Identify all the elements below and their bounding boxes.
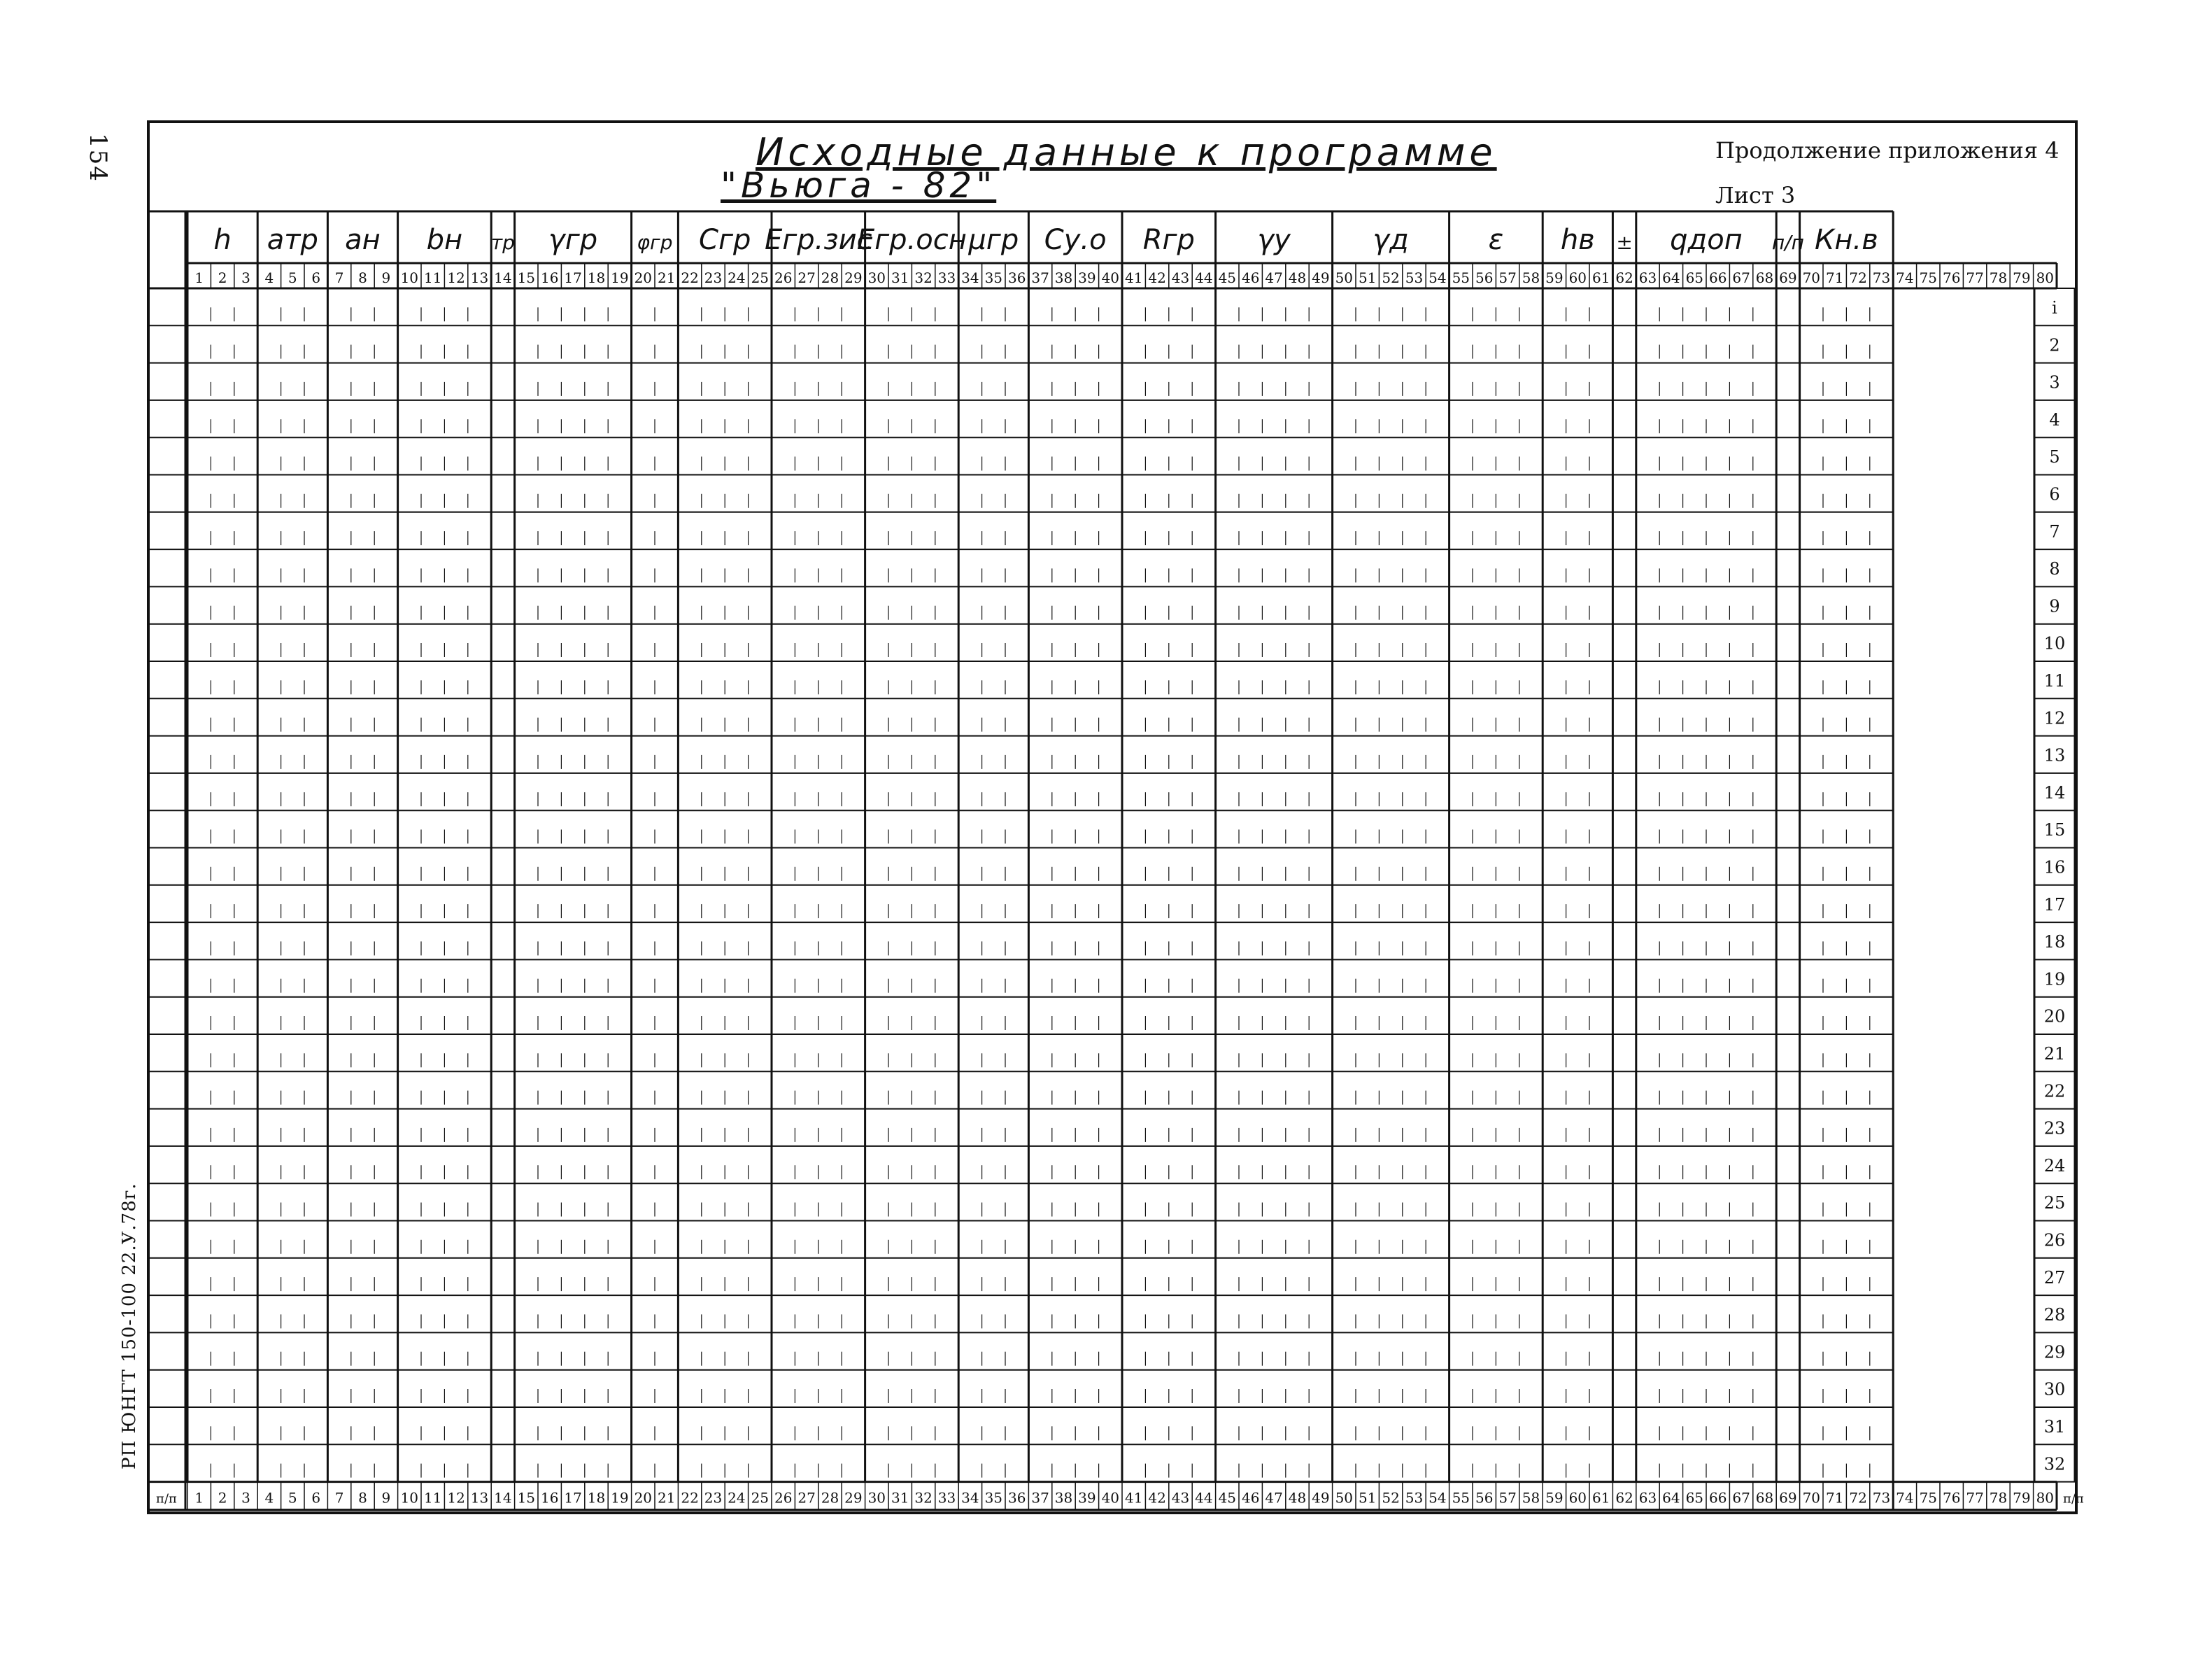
row-number: 6 (2049, 484, 2060, 505)
bottom-column-number: 11 (423, 1489, 442, 1507)
row-number: 4 (2049, 409, 2060, 430)
bottom-column-number: 60 (1568, 1489, 1587, 1507)
row-number: 15 (2043, 820, 2066, 840)
column-number: 65 (1685, 269, 1704, 286)
column-number: 77 (1966, 269, 1984, 286)
bottom-column-number: 38 (1054, 1489, 1073, 1507)
column-number: 35 (984, 269, 1003, 286)
bottom-column-number: 71 (1825, 1489, 1844, 1507)
row-number: 28 (2043, 1305, 2066, 1325)
row-number: 21 (2043, 1044, 2066, 1064)
row-number: 20 (2043, 1006, 2066, 1027)
row-number: 2 (2049, 335, 2060, 355)
column-number: 22 (681, 269, 699, 286)
column-number: 7 (334, 269, 344, 286)
row-number: 10 (2043, 633, 2066, 654)
column-number: 2 (218, 269, 227, 286)
bottom-column-number: 31 (891, 1489, 909, 1507)
column-number: 18 (587, 269, 606, 286)
bottom-column-number: 18 (587, 1489, 606, 1507)
column-number: 53 (1405, 269, 1424, 286)
bottom-column-number: 63 (1638, 1489, 1657, 1507)
column-number: 60 (1568, 269, 1587, 286)
column-number: 14 (494, 269, 512, 286)
bottom-column-number: 73 (1872, 1489, 1891, 1507)
bottom-column-number: 43 (1171, 1489, 1190, 1507)
bottom-column-number: 3 (241, 1489, 250, 1507)
column-number: 43 (1171, 269, 1190, 286)
row-label-right: п/п (2062, 1491, 2085, 1507)
row-number: 13 (2043, 745, 2066, 766)
column-number: 74 (1896, 269, 1914, 286)
bottom-column-number: 44 (1195, 1489, 1213, 1507)
column-number: 12 (447, 269, 465, 286)
group-label: φгр (637, 231, 673, 254)
bottom-column-number: 30 (867, 1489, 886, 1507)
page-number: 154 (84, 133, 112, 183)
bottom-column-number: 52 (1382, 1489, 1400, 1507)
row-number: 7 (2049, 521, 2060, 542)
bottom-column-number: 65 (1685, 1489, 1704, 1507)
column-number: 50 (1335, 269, 1354, 286)
bottom-column-number: 4 (264, 1489, 274, 1507)
bottom-column-number: 66 (1708, 1489, 1727, 1507)
bottom-column-number: 10 (400, 1489, 419, 1507)
group-label: bн (426, 224, 463, 256)
column-number: 31 (891, 269, 909, 286)
column-number: 11 (423, 269, 442, 286)
column-number: 76 (1942, 269, 1961, 286)
row-number: 12 (2043, 708, 2066, 728)
row-number: 25 (2043, 1193, 2066, 1213)
row-number: 5 (2049, 447, 2060, 467)
bottom-column-number: 53 (1405, 1489, 1424, 1507)
bottom-column-number: 67 (1732, 1489, 1750, 1507)
bottom-column-number: 59 (1545, 1489, 1564, 1507)
bottom-column-number: 57 (1498, 1489, 1517, 1507)
row-label-bottom: п/п (155, 1491, 178, 1507)
column-number: 73 (1872, 269, 1891, 286)
row-number: 31 (2043, 1417, 2066, 1437)
bottom-column-number: 79 (2013, 1489, 2031, 1507)
group-label: Су.о (1044, 224, 1107, 256)
bottom-column-number: 42 (1148, 1489, 1166, 1507)
sheet-label: Лист 3 (1715, 182, 1796, 209)
column-number: 32 (914, 269, 933, 286)
bottom-column-number: 21 (657, 1489, 676, 1507)
bottom-column-number: 17 (564, 1489, 582, 1507)
bottom-column-number: 1 (194, 1489, 204, 1507)
bottom-column-number: 70 (1802, 1489, 1821, 1507)
bottom-column-number: 19 (611, 1489, 629, 1507)
bottom-column-number: 15 (517, 1489, 536, 1507)
bottom-column-number: 62 (1615, 1489, 1633, 1507)
column-number: 70 (1802, 269, 1821, 286)
bottom-column-number: 49 (1312, 1489, 1330, 1507)
bottom-column-number: 16 (540, 1489, 559, 1507)
row-number: 17 (2043, 894, 2066, 915)
column-number: 40 (1101, 269, 1120, 286)
column-number: 67 (1732, 269, 1750, 286)
column-number: 62 (1615, 269, 1633, 286)
column-number: 59 (1545, 269, 1564, 286)
column-number: 21 (657, 269, 676, 286)
column-number: 27 (797, 269, 816, 286)
column-number: 34 (961, 269, 979, 286)
column-number: 54 (1428, 269, 1447, 286)
bottom-column-number: 41 (1124, 1489, 1143, 1507)
column-number: 71 (1825, 269, 1844, 286)
group-label: Сгр (699, 224, 751, 256)
column-number: 5 (288, 269, 297, 286)
column-number: 30 (867, 269, 886, 286)
column-number: 39 (1078, 269, 1096, 286)
row-number: 9 (2049, 596, 2060, 616)
row-number: 18 (2043, 932, 2066, 952)
group-label: Rгр (1142, 224, 1195, 256)
column-number: 9 (381, 269, 391, 286)
column-number: 78 (1989, 269, 2008, 286)
column-number: 58 (1522, 269, 1540, 286)
column-number: 44 (1195, 269, 1213, 286)
bottom-column-number: 37 (1031, 1489, 1049, 1507)
bottom-column-number: 14 (494, 1489, 512, 1507)
column-number: 8 (358, 269, 367, 286)
bottom-column-number: 54 (1428, 1489, 1447, 1507)
bottom-column-number: 69 (1779, 1489, 1797, 1507)
form-subtitle: "Вьюга - 82" (721, 165, 997, 206)
column-number: 80 (2036, 269, 2055, 286)
bottom-column-number: 8 (358, 1489, 367, 1507)
column-number: 64 (1662, 269, 1680, 286)
bottom-column-number: 77 (1966, 1489, 1984, 1507)
bottom-column-number: 2 (218, 1489, 227, 1507)
column-number: 24 (728, 269, 746, 286)
column-number: 19 (611, 269, 629, 286)
group-label: γгр (548, 224, 598, 256)
group-label: qдоп (1670, 224, 1743, 256)
bottom-column-number: 76 (1942, 1489, 1961, 1507)
group-label: тр (490, 231, 515, 254)
column-number: 49 (1312, 269, 1330, 286)
column-number: 42 (1148, 269, 1166, 286)
column-number: 57 (1498, 269, 1517, 286)
bottom-column-number: 64 (1662, 1489, 1680, 1507)
column-number: 56 (1475, 269, 1494, 286)
group-label: п/п (1771, 231, 1804, 254)
bottom-column-number: 45 (1218, 1489, 1237, 1507)
row-number: 16 (2043, 857, 2066, 877)
bottom-column-number: 9 (381, 1489, 391, 1507)
group-label: hв (1560, 224, 1595, 256)
form-title: Исходные данные к программе (756, 130, 1497, 174)
bottom-column-number: 75 (1919, 1489, 1938, 1507)
row-number: 14 (2043, 782, 2066, 803)
row-number: 30 (2043, 1379, 2066, 1399)
bottom-column-number: 12 (447, 1489, 465, 1507)
row-number: 19 (2043, 969, 2066, 989)
bottom-column-number: 80 (2036, 1489, 2055, 1507)
continuation-label: Продолжение приложения 4 (1715, 137, 2059, 164)
group-label: Егр.осн (856, 224, 967, 256)
column-number: 38 (1054, 269, 1073, 286)
column-number: 25 (751, 269, 770, 286)
bottom-column-number: 51 (1358, 1489, 1377, 1507)
column-number: 13 (470, 269, 489, 286)
group-label: ε (1488, 224, 1504, 256)
bottom-column-number: 46 (1241, 1489, 1260, 1507)
column-number: 69 (1779, 269, 1797, 286)
bottom-column-number: 22 (681, 1489, 699, 1507)
bottom-column-number: 33 (937, 1489, 956, 1507)
group-label: Кн.в (1814, 224, 1878, 256)
column-number: 48 (1288, 269, 1307, 286)
bottom-column-number: 23 (704, 1489, 723, 1507)
column-number: 17 (564, 269, 582, 286)
group-label: aтр (267, 224, 318, 256)
row-number: 11 (2043, 671, 2066, 691)
column-number: 52 (1382, 269, 1400, 286)
bottom-column-number: 6 (311, 1489, 321, 1507)
row-number: 8 (2049, 559, 2060, 579)
bottom-column-number: 68 (1755, 1489, 1774, 1507)
row-number: 27 (2043, 1267, 2066, 1288)
row-number: 3 (2049, 372, 2060, 393)
bottom-column-number: 5 (288, 1489, 297, 1507)
row-number: i (2052, 298, 2057, 318)
column-number: 68 (1755, 269, 1774, 286)
bottom-column-number: 35 (984, 1489, 1003, 1507)
bottom-column-number: 39 (1078, 1489, 1096, 1507)
column-number: 10 (400, 269, 419, 286)
column-number: 1 (194, 269, 204, 286)
column-number: 33 (937, 269, 956, 286)
column-number: 41 (1124, 269, 1143, 286)
column-number: 72 (1849, 269, 1867, 286)
column-number: 37 (1031, 269, 1049, 286)
column-number: 6 (311, 269, 321, 286)
column-number: 66 (1708, 269, 1727, 286)
bottom-column-number: 58 (1522, 1489, 1540, 1507)
column-number: 23 (704, 269, 723, 286)
column-number: 4 (264, 269, 274, 286)
column-number: 28 (821, 269, 839, 286)
bottom-column-number: 61 (1591, 1489, 1610, 1507)
column-number: 15 (517, 269, 536, 286)
bottom-column-number: 28 (821, 1489, 839, 1507)
bottom-column-number: 26 (774, 1489, 793, 1507)
column-number: 61 (1591, 269, 1610, 286)
bottom-column-number: 32 (914, 1489, 933, 1507)
column-number: 3 (241, 269, 250, 286)
column-number: 26 (774, 269, 793, 286)
bottom-column-number: 27 (797, 1489, 816, 1507)
column-number: 47 (1265, 269, 1283, 286)
row-number: 32 (2043, 1454, 2066, 1474)
row-number: 29 (2043, 1342, 2066, 1362)
bottom-column-number: 47 (1265, 1489, 1283, 1507)
bottom-column-number: 74 (1896, 1489, 1914, 1507)
column-number: 51 (1358, 269, 1377, 286)
row-number: 26 (2043, 1230, 2066, 1250)
bottom-column-number: 20 (634, 1489, 653, 1507)
column-number: 45 (1218, 269, 1237, 286)
column-number: 75 (1919, 269, 1938, 286)
column-number: 16 (540, 269, 559, 286)
bottom-column-number: 25 (751, 1489, 770, 1507)
bottom-column-number: 36 (1007, 1489, 1026, 1507)
column-number: 36 (1007, 269, 1026, 286)
column-number: 20 (634, 269, 653, 286)
bottom-column-number: 7 (334, 1489, 344, 1507)
bottom-column-number: 34 (961, 1489, 979, 1507)
group-label: Егр.зис (764, 224, 872, 256)
group-label: ан (345, 224, 381, 256)
bottom-column-number: 72 (1849, 1489, 1867, 1507)
row-number: 22 (2043, 1081, 2066, 1101)
group-label: h (213, 224, 232, 256)
column-number: 29 (844, 269, 863, 286)
column-number: 46 (1241, 269, 1260, 286)
group-label: γд (1373, 224, 1409, 256)
bottom-column-number: 55 (1452, 1489, 1470, 1507)
column-number: 79 (2013, 269, 2031, 286)
column-number: 55 (1452, 269, 1470, 286)
document-code: РП ЮНГТ 150-100 22.У.78г. (119, 1183, 140, 1469)
row-number: 24 (2043, 1155, 2066, 1176)
group-label: μгр (968, 224, 1019, 256)
bottom-column-number: 56 (1475, 1489, 1494, 1507)
column-number: 63 (1638, 269, 1657, 286)
bottom-column-number: 13 (470, 1489, 489, 1507)
row-number: 23 (2043, 1118, 2066, 1138)
bottom-column-number: 29 (844, 1489, 863, 1507)
group-label: ± (1616, 231, 1633, 254)
bottom-column-number: 50 (1335, 1489, 1354, 1507)
bottom-column-number: 24 (728, 1489, 746, 1507)
group-label: γу (1257, 224, 1291, 256)
bottom-column-number: 78 (1989, 1489, 2008, 1507)
bottom-column-number: 48 (1288, 1489, 1307, 1507)
bottom-column-number: 40 (1101, 1489, 1120, 1507)
